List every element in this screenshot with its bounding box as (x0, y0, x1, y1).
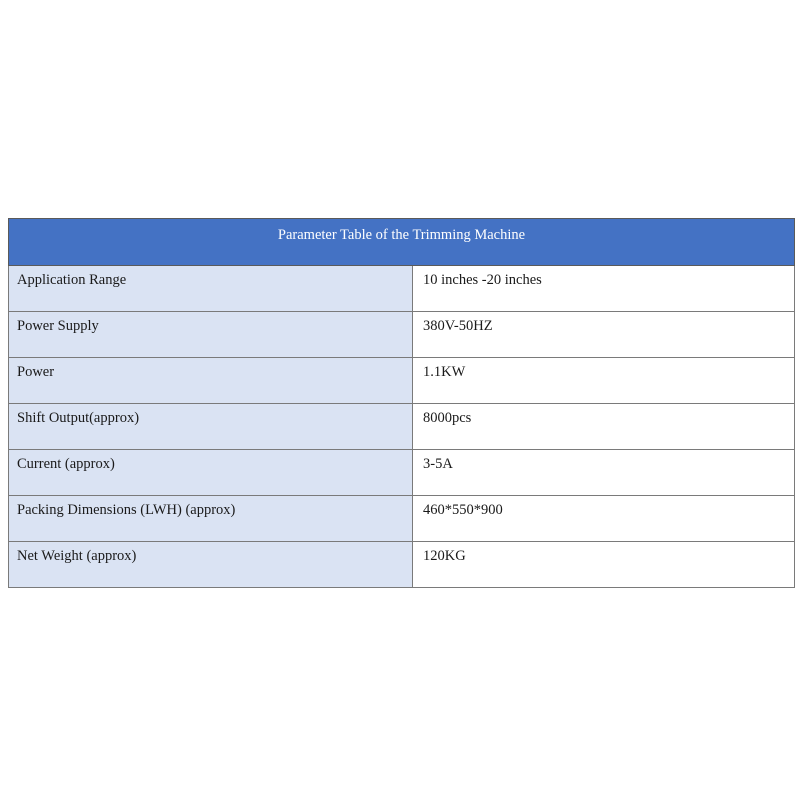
table-row (9, 358, 795, 404)
table-title: Parameter Table of the Trimming Machine (9, 219, 795, 266)
table-row (9, 404, 795, 450)
table-header-row (9, 219, 795, 266)
row-label: Packing Dimensions (LWH) (approx) (9, 496, 413, 542)
table-row (9, 312, 795, 358)
row-value: 120KG (413, 542, 795, 588)
row-label: Current (approx) (9, 450, 413, 496)
table-row (9, 496, 795, 542)
table-row (9, 542, 795, 588)
row-label: Power Supply (9, 312, 413, 358)
row-value: 460*550*900 (413, 496, 795, 542)
row-value: 1.1KW (413, 358, 795, 404)
row-label: Shift Output(approx) (9, 404, 413, 450)
row-value: 380V-50HZ (413, 312, 795, 358)
table-row (9, 450, 795, 496)
row-value: 3-5A (413, 450, 795, 496)
row-value: 10 inches -20 inches (413, 266, 795, 312)
row-label: Net Weight (approx) (9, 542, 413, 588)
parameter-table (8, 218, 795, 588)
row-label: Application Range (9, 266, 413, 312)
table-row (9, 266, 795, 312)
row-label: Power (9, 358, 413, 404)
row-value: 8000pcs (413, 404, 795, 450)
